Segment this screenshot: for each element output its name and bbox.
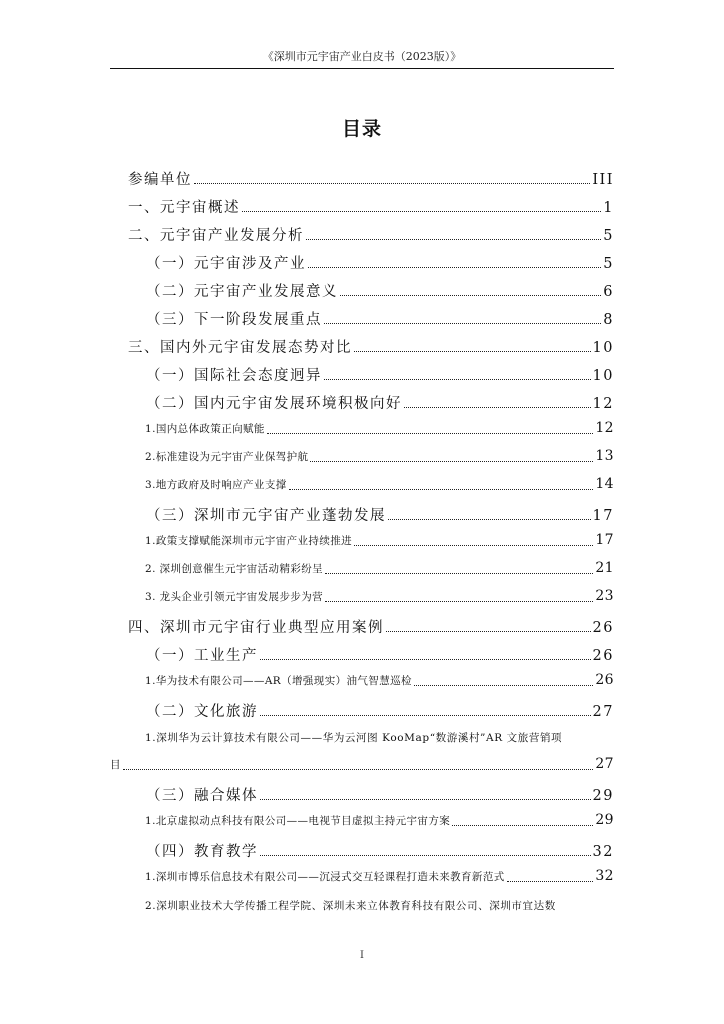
toc-entry-label: （二）国内元宇宙发展环境积极向好: [146, 396, 402, 412]
toc-entry-page: 29: [592, 788, 614, 804]
toc-entry[interactable]: [145, 868, 614, 884]
toc-entry-label: 1.华为技术有限公司——AR（增强现实）油气智慧巡检: [145, 675, 412, 687]
toc-entry-page: 13: [595, 448, 614, 464]
toc-entry-label: （三）深圳市元宇宙产业蓬勃发展: [146, 508, 386, 524]
dot-leader: [308, 267, 601, 268]
dot-leader: [452, 825, 593, 826]
dot-leader: [289, 489, 594, 490]
toc-entry[interactable]: [146, 784, 614, 805]
page-title: 目录: [341, 118, 382, 140]
page-number: I: [360, 950, 364, 961]
toc-entry[interactable]: [145, 812, 614, 828]
toc-entry-page: 26: [595, 672, 614, 688]
toc-entry[interactable]: [146, 252, 614, 273]
toc-entry-label: 3.地方政府及时响应产业支撑: [145, 479, 287, 491]
toc-entry-label: （一）工业生产: [146, 648, 258, 664]
toc-entry-label: 1.国内总体政策正向赋能: [145, 423, 265, 435]
toc-entry[interactable]: [146, 308, 614, 329]
dot-leader: [123, 769, 593, 770]
toc-entry-page: 32: [595, 868, 614, 884]
toc-entry[interactable]: [128, 336, 614, 357]
toc-entry-label: 二、元宇宙产业发展分析: [128, 228, 304, 244]
toc-entry-page: 5: [603, 256, 614, 272]
toc-entry-label: （一）元宇宙涉及产业: [146, 256, 306, 272]
dot-leader: [354, 545, 593, 546]
toc-entry-label: （二）元宇宙产业发展意义: [146, 284, 338, 300]
toc-entry[interactable]: [146, 700, 614, 721]
toc-entry-label: 2.标准建设为元宇宙产业保驾护航: [145, 451, 309, 463]
toc-entry-page: 12: [595, 420, 614, 436]
toc-entry[interactable]: [145, 672, 614, 688]
running-header: 《深圳市元宇宙产业白皮书（2023版）》: [262, 50, 462, 63]
toc-entry-label: （三）下一阶段发展重点: [146, 312, 322, 328]
toc-entry[interactable]: [146, 504, 614, 525]
toc-entry-label: （三）融合媒体: [146, 788, 258, 804]
dot-leader: [194, 183, 590, 184]
toc-entry[interactable]: [146, 280, 614, 301]
toc-entry-page: 17: [592, 508, 614, 524]
toc-entry[interactable]: [146, 392, 614, 413]
dot-leader: [386, 631, 591, 632]
dot-leader: [260, 715, 591, 716]
toc-entry-label: 2. 深圳创意催生元宇宙活动精彩纷呈: [145, 563, 324, 575]
toc-entry[interactable]: [145, 420, 614, 436]
dot-leader: [242, 211, 601, 212]
dot-leader: [324, 323, 601, 324]
toc-entry-wrapped-line[interactable]: 2.深圳职业技术大学传播工程学院、深圳未来立体教育科技有限公司、深圳市宜达数: [145, 900, 556, 912]
toc-entry-page: III: [592, 172, 614, 188]
dot-leader: [414, 685, 593, 686]
toc-entry[interactable]: [128, 168, 614, 189]
toc-entry-page: 1: [603, 200, 614, 216]
toc-entry-page: 10: [592, 368, 614, 384]
toc-entry-wrapped-line[interactable]: 1.深圳华为云计算技术有限公司——华为云河图 KooMap“数游溪村”AR 文旅营销项: [145, 732, 563, 744]
dot-leader: [267, 433, 594, 434]
dot-leader: [507, 881, 594, 882]
toc-entry-page: 6: [603, 284, 614, 300]
toc-entry[interactable]: [110, 756, 614, 772]
dot-leader: [325, 573, 593, 574]
toc-entry-page: 26: [592, 620, 614, 636]
toc-entry-page: 5: [603, 228, 614, 244]
toc-entry[interactable]: [145, 448, 614, 464]
dot-leader: [340, 295, 601, 296]
dot-leader: [306, 239, 601, 240]
toc-entry[interactable]: [128, 616, 614, 637]
toc-entry-page: 27: [595, 756, 614, 772]
toc-entry-label: 1.政策支撑赋能深圳市元宇宙产业持续推进: [145, 535, 353, 547]
toc-entry[interactable]: [145, 560, 614, 576]
toc-entry-page: 21: [595, 560, 614, 576]
toc-entry-label: 3. 龙头企业引领元宇宙发展步步为营: [145, 591, 324, 603]
toc-entry-label: （一）国际社会态度迥异: [146, 368, 322, 384]
toc-entry-label: 参编单位: [128, 172, 192, 188]
toc-entry-page: 17: [595, 532, 614, 548]
toc-entry-page: 23: [595, 588, 614, 604]
toc-entry-label: 目: [110, 759, 121, 771]
toc-entry-label: （四）教育教学: [146, 844, 258, 860]
dot-leader: [260, 855, 591, 856]
dot-leader: [260, 799, 591, 800]
toc-entry[interactable]: [146, 364, 614, 385]
toc-entry-label: 1.北京虚拟动点科技有限公司——电视节目虚拟主持元宇宙方案: [145, 815, 451, 827]
toc-entry[interactable]: [128, 224, 614, 245]
toc-entry[interactable]: [146, 644, 614, 665]
toc-entry-page: 8: [603, 312, 614, 328]
toc-entry[interactable]: [128, 196, 614, 217]
toc-entry[interactable]: [145, 532, 614, 548]
toc-entry[interactable]: [145, 588, 614, 604]
toc-entry-page: 32: [592, 844, 614, 860]
toc-entry-label: （二）文化旅游: [146, 704, 258, 720]
toc-entry-page: 27: [592, 704, 614, 720]
dot-leader: [388, 519, 591, 520]
toc-entry-page: 14: [595, 476, 614, 492]
dot-leader: [404, 407, 591, 408]
toc-entry-page: 10: [592, 340, 614, 356]
toc-entry[interactable]: [146, 840, 614, 861]
dot-leader: [324, 379, 591, 380]
dot-leader: [260, 659, 591, 660]
toc-entry-label: 1.深圳市博乐信息技术有限公司——沉浸式交互轻课程打造未来教育新范式: [145, 871, 505, 883]
toc-entry-page: 29: [595, 812, 614, 828]
toc-entry-label: 四、深圳市元宇宙行业典型应用案例: [128, 620, 384, 636]
toc-entry-label: 三、国内外元宇宙发展态势对比: [128, 340, 352, 356]
toc-entry-label: 一、元宇宙概述: [128, 200, 240, 216]
toc-entry[interactable]: [145, 476, 614, 492]
dot-leader: [325, 601, 593, 602]
dot-leader: [310, 461, 593, 462]
toc-entry-page: 26: [592, 648, 614, 664]
toc-entry-page: 12: [592, 396, 614, 412]
dot-leader: [354, 351, 591, 352]
